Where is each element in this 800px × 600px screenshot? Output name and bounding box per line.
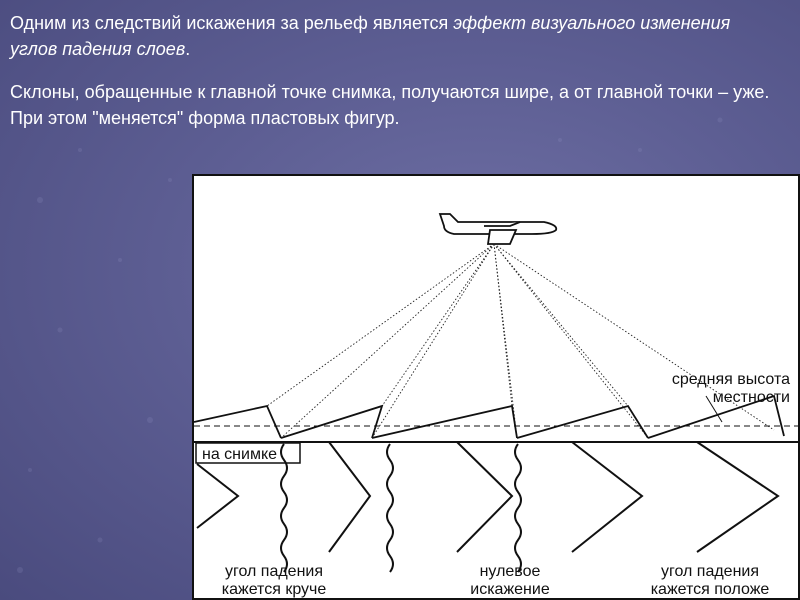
- intro-end-text: .: [185, 39, 191, 59]
- zero-distortion-label-2: искажение: [470, 581, 550, 598]
- paragraph-slopes: Склоны, обращенные к главной точке снимка, получаются шире, а от главной точки – уже. При этом "меняется" форма пластовых фигур.: [10, 82, 770, 128]
- airplane-icon: [440, 214, 556, 244]
- gentler-label-1: угол падения: [660, 563, 760, 580]
- paragraph-intro: [10, 10, 770, 62]
- intro-normal-text: Одним из следствий искажения за рельеф является: [10, 13, 454, 33]
- intro-italic-text: эффект визуального изменения углов падения слоев: [10, 13, 731, 59]
- gentler-label-2: кажется положе: [650, 581, 770, 598]
- bed-figures: [197, 442, 778, 572]
- steeper-label-1: угол падения: [224, 563, 324, 580]
- projection-rays: [267, 244, 774, 438]
- terrain-profile: [194, 396, 784, 438]
- steeper-label-2: кажется круче: [221, 581, 327, 598]
- on-image-label: на снимке: [202, 446, 278, 463]
- zero-distortion-label-1: нулевое: [479, 563, 541, 580]
- distortion-diagram: [192, 174, 800, 600]
- avg-height-label-2: местности: [712, 389, 790, 406]
- avg-height-label-1: средняя высота: [671, 371, 790, 388]
